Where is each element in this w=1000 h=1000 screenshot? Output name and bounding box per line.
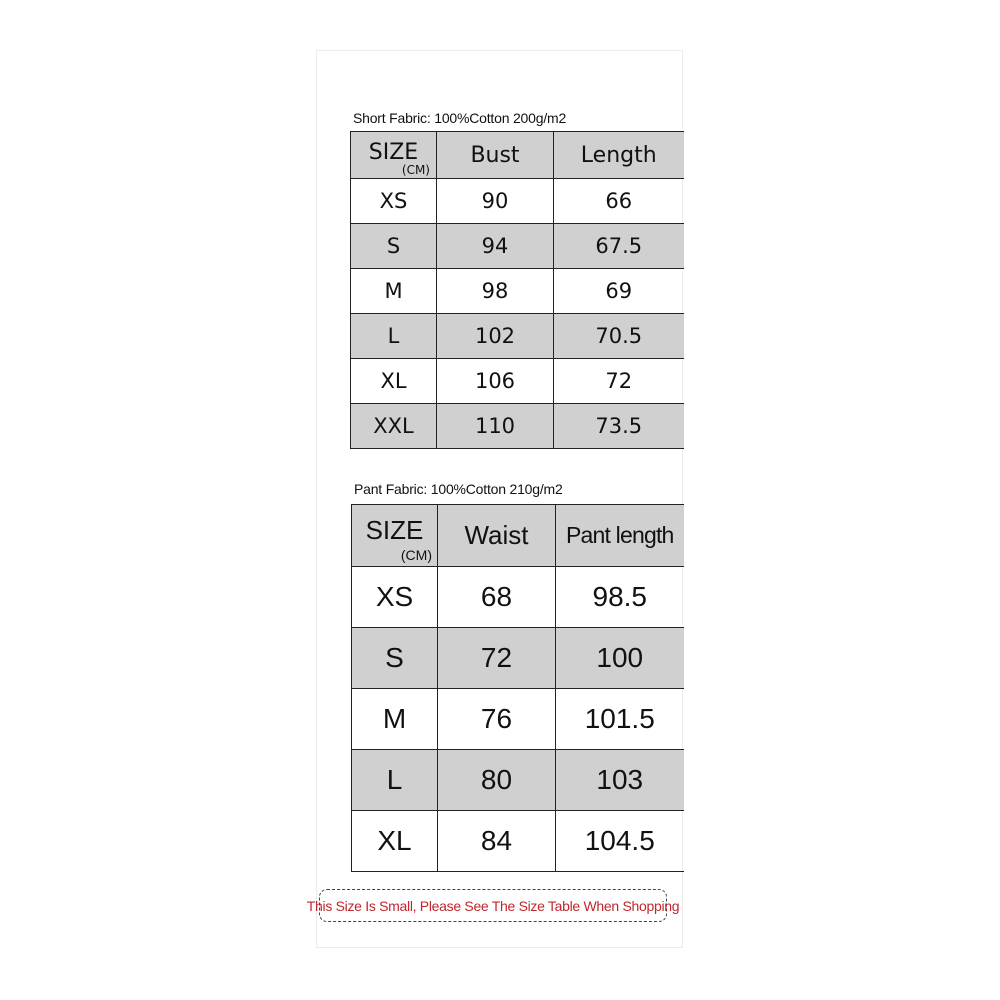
header-size <box>351 132 437 179</box>
size-warning-note: This Size Is Small, Please See The Size Table When Shopping <box>319 889 667 922</box>
cell-size: L <box>352 750 438 811</box>
cell-length: 66 <box>554 179 684 224</box>
cell-length: 73.5 <box>554 404 684 449</box>
table-row <box>352 689 684 750</box>
cell-waist: 68 <box>438 567 556 628</box>
cell-length: 72 <box>554 359 684 404</box>
cell-pant-length: 101.5 <box>556 689 684 750</box>
cell-pant-length: 103 <box>556 750 684 811</box>
cell-size: XL <box>352 811 438 872</box>
table-row <box>351 179 684 224</box>
cell-size: M <box>352 689 438 750</box>
cell-size: XL <box>351 359 437 404</box>
table-row <box>351 404 684 449</box>
table-row <box>352 750 684 811</box>
cell-size: S <box>352 628 438 689</box>
header-unit-label: (CM) <box>401 163 430 177</box>
header-unit-label: (CM) <box>400 547 432 563</box>
table-row <box>351 269 684 314</box>
cell-length: 67.5 <box>554 224 684 269</box>
table-row <box>351 224 684 269</box>
table-header-row <box>351 132 684 179</box>
cell-size: XS <box>352 567 438 628</box>
cell-pant-length: 104.5 <box>556 811 684 872</box>
header-pant-length: Pant length <box>556 505 684 567</box>
cell-waist: 76 <box>438 689 556 750</box>
cell-waist: 80 <box>438 750 556 811</box>
cell-size: XXL <box>351 404 437 449</box>
short-size-table <box>350 131 684 449</box>
table-row <box>352 567 684 628</box>
header-waist: Waist <box>438 505 556 567</box>
cell-bust: 90 <box>437 179 554 224</box>
cell-bust: 110 <box>437 404 554 449</box>
cell-length: 70.5 <box>554 314 684 359</box>
cell-pant-length: 100 <box>556 628 684 689</box>
cell-waist: 72 <box>438 628 556 689</box>
cell-bust: 98 <box>437 269 554 314</box>
cell-pant-length: 98.5 <box>556 567 684 628</box>
cell-waist: 84 <box>438 811 556 872</box>
table-row <box>352 811 684 872</box>
pant-fabric-caption: Pant Fabric: 100%Cotton 210g/m2 <box>354 481 563 497</box>
table-row <box>352 628 684 689</box>
table-row <box>351 314 684 359</box>
header-size-label: SIZE <box>365 515 424 545</box>
cell-size: L <box>351 314 437 359</box>
header-bust: Bust <box>437 132 554 179</box>
header-size <box>352 505 438 567</box>
table-header-row <box>352 505 684 567</box>
table-row <box>351 359 684 404</box>
cell-size: XS <box>351 179 437 224</box>
pant-size-table <box>351 504 684 872</box>
cell-bust: 106 <box>437 359 554 404</box>
cell-length: 69 <box>554 269 684 314</box>
cell-size: M <box>351 269 437 314</box>
cell-size: S <box>351 224 437 269</box>
cell-bust: 94 <box>437 224 554 269</box>
header-length: Length <box>554 132 684 179</box>
cell-bust: 102 <box>437 314 554 359</box>
short-fabric-caption: Short Fabric: 100%Cotton 200g/m2 <box>353 110 567 126</box>
header-size-label: SIZE <box>368 139 419 165</box>
